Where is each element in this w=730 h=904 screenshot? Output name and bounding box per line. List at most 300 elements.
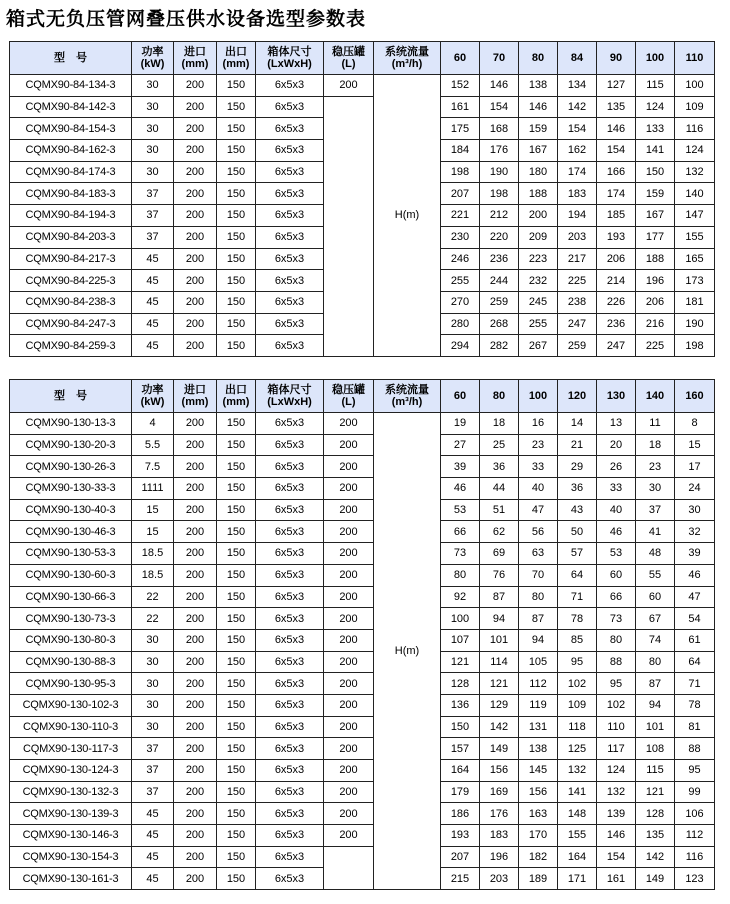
page-title: 箱式无负压管网叠压供水设备选型参数表 bbox=[6, 8, 367, 30]
tank-cell: 200 bbox=[324, 478, 374, 500]
head-value-cell: 236 bbox=[480, 248, 519, 270]
head-value-cell: 174 bbox=[597, 183, 636, 205]
head-value-cell: 95 bbox=[675, 760, 715, 782]
box-size-cell: 6x5x3 bbox=[256, 118, 324, 140]
head-value-cell: 16 bbox=[519, 413, 558, 435]
col-inlet-header: 进口 (mm) bbox=[174, 42, 217, 75]
inlet-cell: 200 bbox=[174, 781, 217, 803]
head-value-cell: 225 bbox=[558, 270, 597, 292]
head-value-cell: 174 bbox=[558, 161, 597, 183]
table-row bbox=[10, 456, 715, 478]
outlet-cell: 150 bbox=[217, 521, 256, 543]
head-value-cell: 99 bbox=[675, 781, 715, 803]
head-value-cell: 14 bbox=[558, 413, 597, 435]
power-cell: 15 bbox=[132, 499, 174, 521]
head-value-cell: 188 bbox=[636, 248, 675, 270]
tank-cell: 200 bbox=[324, 586, 374, 608]
head-value-cell: 280 bbox=[441, 313, 480, 335]
outlet-cell: 150 bbox=[217, 226, 256, 248]
head-value-cell: 179 bbox=[441, 781, 480, 803]
table-header-row bbox=[10, 42, 715, 75]
head-value-cell: 88 bbox=[597, 651, 636, 673]
outlet-cell: 150 bbox=[217, 413, 256, 435]
head-value-cell: 46 bbox=[441, 478, 480, 500]
head-value-cell: 267 bbox=[519, 335, 558, 357]
head-value-cell: 30 bbox=[636, 478, 675, 500]
inlet-cell: 200 bbox=[174, 629, 217, 651]
table-row bbox=[10, 75, 715, 97]
power-cell: 30 bbox=[132, 161, 174, 183]
table-row bbox=[10, 629, 715, 651]
flow-value-header: 60 bbox=[441, 380, 480, 413]
head-value-cell: 95 bbox=[597, 673, 636, 695]
head-value-cell: 112 bbox=[675, 825, 715, 847]
inlet-cell: 200 bbox=[174, 75, 217, 97]
box-size-cell: 6x5x3 bbox=[256, 608, 324, 630]
flow-value-header: 100 bbox=[519, 380, 558, 413]
model-cell: CQMX90-130-33-3 bbox=[10, 478, 132, 500]
head-value-cell: 154 bbox=[597, 846, 636, 868]
head-value-cell: 121 bbox=[480, 673, 519, 695]
head-value-cell: 108 bbox=[636, 738, 675, 760]
model-cell: CQMX90-130-110-3 bbox=[10, 716, 132, 738]
box-size-cell: 6x5x3 bbox=[256, 75, 324, 97]
outlet-cell: 150 bbox=[217, 335, 256, 357]
head-value-cell: 207 bbox=[441, 183, 480, 205]
head-value-cell: 43 bbox=[558, 499, 597, 521]
inlet-cell: 200 bbox=[174, 738, 217, 760]
head-value-cell: 41 bbox=[636, 521, 675, 543]
power-cell: 37 bbox=[132, 205, 174, 227]
outlet-cell: 150 bbox=[217, 586, 256, 608]
model-cell: CQMX90-84-154-3 bbox=[10, 118, 132, 140]
box-size-cell: 6x5x3 bbox=[256, 629, 324, 651]
power-cell: 37 bbox=[132, 781, 174, 803]
col-outlet-header: 出口 (mm) bbox=[217, 380, 256, 413]
box-size-cell: 6x5x3 bbox=[256, 868, 324, 890]
head-value-cell: 48 bbox=[636, 543, 675, 565]
head-value-cell: 294 bbox=[441, 335, 480, 357]
head-value-cell: 198 bbox=[675, 335, 715, 357]
box-size-cell: 6x5x3 bbox=[256, 825, 324, 847]
outlet-cell: 150 bbox=[217, 161, 256, 183]
head-value-cell: 13 bbox=[597, 413, 636, 435]
spec-table-2-body bbox=[10, 413, 715, 890]
box-size-cell: 6x5x3 bbox=[256, 205, 324, 227]
head-value-cell: 60 bbox=[597, 564, 636, 586]
head-value-cell: 61 bbox=[675, 629, 715, 651]
head-value-cell: 214 bbox=[597, 270, 636, 292]
head-value-cell: 24 bbox=[675, 478, 715, 500]
model-cell: CQMX90-130-117-3 bbox=[10, 738, 132, 760]
power-cell: 45 bbox=[132, 270, 174, 292]
head-value-cell: 53 bbox=[441, 499, 480, 521]
head-value-cell: 161 bbox=[441, 96, 480, 118]
flow-value-header: 120 bbox=[558, 380, 597, 413]
outlet-cell: 150 bbox=[217, 868, 256, 890]
box-size-cell: 6x5x3 bbox=[256, 521, 324, 543]
outlet-cell: 150 bbox=[217, 183, 256, 205]
table-row bbox=[10, 96, 715, 118]
outlet-cell: 150 bbox=[217, 291, 256, 313]
flow-value-header: 90 bbox=[597, 42, 636, 75]
head-value-cell: 124 bbox=[636, 96, 675, 118]
head-value-cell: 230 bbox=[441, 226, 480, 248]
head-value-cell: 161 bbox=[597, 868, 636, 890]
head-value-cell: 146 bbox=[597, 118, 636, 140]
table-row bbox=[10, 521, 715, 543]
head-value-cell: 29 bbox=[558, 456, 597, 478]
model-cell: CQMX90-84-194-3 bbox=[10, 205, 132, 227]
head-value-cell: 78 bbox=[675, 694, 715, 716]
outlet-cell: 150 bbox=[217, 75, 256, 97]
head-value-cell: 244 bbox=[480, 270, 519, 292]
inlet-cell: 200 bbox=[174, 183, 217, 205]
head-value-cell: 95 bbox=[558, 651, 597, 673]
head-value-cell: 26 bbox=[597, 456, 636, 478]
head-value-cell: 175 bbox=[441, 118, 480, 140]
head-value-cell: 225 bbox=[636, 335, 675, 357]
inlet-cell: 200 bbox=[174, 205, 217, 227]
table-row bbox=[10, 803, 715, 825]
head-value-cell: 171 bbox=[558, 868, 597, 890]
box-size-cell: 6x5x3 bbox=[256, 716, 324, 738]
tank-empty-merged-cell bbox=[324, 96, 374, 356]
box-size-cell: 6x5x3 bbox=[256, 694, 324, 716]
head-value-cell: 19 bbox=[441, 413, 480, 435]
head-value-cell: 8 bbox=[675, 413, 715, 435]
box-size-cell: 6x5x3 bbox=[256, 248, 324, 270]
inlet-cell: 200 bbox=[174, 868, 217, 890]
head-value-cell: 268 bbox=[480, 313, 519, 335]
power-cell: 1111 bbox=[132, 478, 174, 500]
head-value-cell: 140 bbox=[675, 183, 715, 205]
head-value-cell: 159 bbox=[519, 118, 558, 140]
box-size-cell: 6x5x3 bbox=[256, 478, 324, 500]
outlet-cell: 150 bbox=[217, 673, 256, 695]
outlet-cell: 150 bbox=[217, 96, 256, 118]
tank-cell: 200 bbox=[324, 608, 374, 630]
box-size-cell: 6x5x3 bbox=[256, 434, 324, 456]
spec-table-2 bbox=[9, 379, 715, 890]
inlet-cell: 200 bbox=[174, 499, 217, 521]
head-value-cell: 167 bbox=[519, 140, 558, 162]
power-cell: 30 bbox=[132, 629, 174, 651]
table-row bbox=[10, 564, 715, 586]
head-value-cell: 62 bbox=[480, 521, 519, 543]
head-value-cell: 147 bbox=[675, 205, 715, 227]
head-value-cell: 142 bbox=[480, 716, 519, 738]
head-value-cell: 88 bbox=[675, 738, 715, 760]
power-cell: 15 bbox=[132, 521, 174, 543]
head-value-cell: 115 bbox=[636, 760, 675, 782]
head-value-cell: 44 bbox=[480, 478, 519, 500]
table-row bbox=[10, 478, 715, 500]
head-value-cell: 217 bbox=[558, 248, 597, 270]
head-value-cell: 87 bbox=[636, 673, 675, 695]
box-size-cell: 6x5x3 bbox=[256, 140, 324, 162]
inlet-cell: 200 bbox=[174, 825, 217, 847]
head-value-cell: 100 bbox=[441, 608, 480, 630]
head-value-cell: 169 bbox=[480, 781, 519, 803]
outlet-cell: 150 bbox=[217, 846, 256, 868]
head-value-cell: 162 bbox=[558, 140, 597, 162]
model-cell: CQMX90-84-183-3 bbox=[10, 183, 132, 205]
head-value-cell: 125 bbox=[558, 738, 597, 760]
box-size-cell: 6x5x3 bbox=[256, 738, 324, 760]
head-value-cell: 116 bbox=[675, 118, 715, 140]
head-value-cell: 64 bbox=[675, 651, 715, 673]
inlet-cell: 200 bbox=[174, 434, 217, 456]
tank-cell: 200 bbox=[324, 499, 374, 521]
power-cell: 22 bbox=[132, 586, 174, 608]
box-size-cell: 6x5x3 bbox=[256, 673, 324, 695]
head-value-cell: 138 bbox=[519, 738, 558, 760]
box-size-cell: 6x5x3 bbox=[256, 270, 324, 292]
head-value-cell: 141 bbox=[558, 781, 597, 803]
outlet-cell: 150 bbox=[217, 738, 256, 760]
power-cell: 45 bbox=[132, 291, 174, 313]
head-value-cell: 80 bbox=[519, 586, 558, 608]
head-value-cell: 110 bbox=[597, 716, 636, 738]
table-header-row bbox=[10, 380, 715, 413]
head-value-cell: 21 bbox=[558, 434, 597, 456]
col-model-header: 型 号 bbox=[10, 380, 132, 413]
inlet-cell: 200 bbox=[174, 673, 217, 695]
tank-cell: 200 bbox=[324, 651, 374, 673]
box-size-cell: 6x5x3 bbox=[256, 586, 324, 608]
power-cell: 45 bbox=[132, 313, 174, 335]
head-value-cell: 259 bbox=[558, 335, 597, 357]
tank-empty-merged-cell bbox=[324, 846, 374, 889]
col-model-header: 型 号 bbox=[10, 42, 132, 75]
head-value-cell: 40 bbox=[519, 478, 558, 500]
inlet-cell: 200 bbox=[174, 564, 217, 586]
head-value-cell: 170 bbox=[519, 825, 558, 847]
head-value-cell: 176 bbox=[480, 140, 519, 162]
power-cell: 45 bbox=[132, 868, 174, 890]
head-value-cell: 181 bbox=[675, 291, 715, 313]
head-value-cell: 145 bbox=[519, 760, 558, 782]
head-value-cell: 183 bbox=[480, 825, 519, 847]
head-value-cell: 173 bbox=[675, 270, 715, 292]
head-value-cell: 11 bbox=[636, 413, 675, 435]
inlet-cell: 200 bbox=[174, 140, 217, 162]
box-size-cell: 6x5x3 bbox=[256, 183, 324, 205]
head-value-cell: 196 bbox=[636, 270, 675, 292]
head-value-cell: 139 bbox=[597, 803, 636, 825]
head-value-cell: 133 bbox=[636, 118, 675, 140]
col-flow-header: 系统流量 (m³/h) bbox=[374, 42, 441, 75]
tank-cell: 200 bbox=[324, 825, 374, 847]
head-value-cell: 200 bbox=[519, 205, 558, 227]
head-value-cell: 47 bbox=[519, 499, 558, 521]
inlet-cell: 200 bbox=[174, 521, 217, 543]
head-value-cell: 105 bbox=[519, 651, 558, 673]
head-value-cell: 76 bbox=[480, 564, 519, 586]
head-value-cell: 138 bbox=[519, 75, 558, 97]
head-value-cell: 74 bbox=[636, 629, 675, 651]
power-cell: 7.5 bbox=[132, 456, 174, 478]
power-cell: 45 bbox=[132, 846, 174, 868]
head-value-cell: 23 bbox=[636, 456, 675, 478]
inlet-cell: 200 bbox=[174, 313, 217, 335]
head-value-cell: 47 bbox=[675, 586, 715, 608]
head-value-cell: 64 bbox=[558, 564, 597, 586]
model-cell: CQMX90-130-13-3 bbox=[10, 413, 132, 435]
head-value-cell: 123 bbox=[675, 868, 715, 890]
outlet-cell: 150 bbox=[217, 313, 256, 335]
head-value-cell: 246 bbox=[441, 248, 480, 270]
power-cell: 18.5 bbox=[132, 543, 174, 565]
head-value-cell: 155 bbox=[675, 226, 715, 248]
head-value-cell: 212 bbox=[480, 205, 519, 227]
table-row bbox=[10, 846, 715, 868]
head-value-cell: 221 bbox=[441, 205, 480, 227]
flow-value-header: 130 bbox=[597, 380, 636, 413]
inlet-cell: 200 bbox=[174, 226, 217, 248]
outlet-cell: 150 bbox=[217, 760, 256, 782]
table-row bbox=[10, 716, 715, 738]
outlet-cell: 150 bbox=[217, 651, 256, 673]
head-value-cell: 119 bbox=[519, 694, 558, 716]
head-value-cell: 94 bbox=[519, 629, 558, 651]
head-value-cell: 134 bbox=[558, 75, 597, 97]
head-value-cell: 165 bbox=[675, 248, 715, 270]
inlet-cell: 200 bbox=[174, 846, 217, 868]
outlet-cell: 150 bbox=[217, 629, 256, 651]
outlet-cell: 150 bbox=[217, 205, 256, 227]
head-value-cell: 141 bbox=[636, 140, 675, 162]
head-value-cell: 132 bbox=[558, 760, 597, 782]
head-value-cell: 81 bbox=[675, 716, 715, 738]
outlet-cell: 150 bbox=[217, 781, 256, 803]
model-cell: CQMX90-130-132-3 bbox=[10, 781, 132, 803]
head-value-cell: 39 bbox=[675, 543, 715, 565]
head-value-cell: 176 bbox=[480, 803, 519, 825]
power-cell: 45 bbox=[132, 803, 174, 825]
head-value-cell: 142 bbox=[636, 846, 675, 868]
model-cell: CQMX90-84-238-3 bbox=[10, 291, 132, 313]
head-value-cell: 102 bbox=[597, 694, 636, 716]
head-value-cell: 36 bbox=[480, 456, 519, 478]
head-value-cell: 183 bbox=[558, 183, 597, 205]
flow-value-header: 160 bbox=[675, 380, 715, 413]
power-cell: 45 bbox=[132, 825, 174, 847]
col-box-size-header: 箱体尺寸 (LxWxH) bbox=[256, 42, 324, 75]
head-value-cell: 180 bbox=[519, 161, 558, 183]
table-row bbox=[10, 586, 715, 608]
head-value-cell: 188 bbox=[519, 183, 558, 205]
tank-cell: 200 bbox=[324, 760, 374, 782]
outlet-cell: 150 bbox=[217, 543, 256, 565]
head-value-cell: 127 bbox=[597, 75, 636, 97]
head-value-cell: 198 bbox=[441, 161, 480, 183]
head-value-cell: 196 bbox=[480, 846, 519, 868]
power-cell: 30 bbox=[132, 651, 174, 673]
tank-cell: 200 bbox=[324, 803, 374, 825]
head-value-cell: 150 bbox=[441, 716, 480, 738]
power-cell: 30 bbox=[132, 118, 174, 140]
tank-cell: 200 bbox=[324, 434, 374, 456]
table-row bbox=[10, 694, 715, 716]
head-value-cell: 168 bbox=[480, 118, 519, 140]
box-size-cell: 6x5x3 bbox=[256, 846, 324, 868]
model-cell: CQMX90-130-139-3 bbox=[10, 803, 132, 825]
head-value-cell: 223 bbox=[519, 248, 558, 270]
head-value-cell: 232 bbox=[519, 270, 558, 292]
head-value-cell: 101 bbox=[636, 716, 675, 738]
head-value-cell: 167 bbox=[636, 205, 675, 227]
head-value-cell: 164 bbox=[441, 760, 480, 782]
head-value-cell: 193 bbox=[441, 825, 480, 847]
model-cell: CQMX90-130-53-3 bbox=[10, 543, 132, 565]
outlet-cell: 150 bbox=[217, 140, 256, 162]
head-value-cell: 236 bbox=[597, 313, 636, 335]
head-value-cell: 255 bbox=[519, 313, 558, 335]
inlet-cell: 200 bbox=[174, 248, 217, 270]
table-row bbox=[10, 825, 715, 847]
box-size-cell: 6x5x3 bbox=[256, 651, 324, 673]
inlet-cell: 200 bbox=[174, 161, 217, 183]
head-value-cell: 39 bbox=[441, 456, 480, 478]
inlet-cell: 200 bbox=[174, 118, 217, 140]
head-value-cell: 124 bbox=[675, 140, 715, 162]
outlet-cell: 150 bbox=[217, 434, 256, 456]
head-value-cell: 282 bbox=[480, 335, 519, 357]
outlet-cell: 150 bbox=[217, 803, 256, 825]
head-value-cell: 57 bbox=[558, 543, 597, 565]
head-value-cell: 245 bbox=[519, 291, 558, 313]
head-value-cell: 80 bbox=[441, 564, 480, 586]
head-value-cell: 129 bbox=[480, 694, 519, 716]
model-cell: CQMX90-84-134-3 bbox=[10, 75, 132, 97]
head-value-cell: 186 bbox=[441, 803, 480, 825]
power-cell: 30 bbox=[132, 716, 174, 738]
head-value-cell: 71 bbox=[558, 586, 597, 608]
head-value-cell: 106 bbox=[675, 803, 715, 825]
head-label-cell: H(m) bbox=[374, 413, 441, 890]
model-cell: CQMX90-130-26-3 bbox=[10, 456, 132, 478]
head-value-cell: 154 bbox=[597, 140, 636, 162]
model-cell: CQMX90-130-154-3 bbox=[10, 846, 132, 868]
inlet-cell: 200 bbox=[174, 478, 217, 500]
box-size-cell: 6x5x3 bbox=[256, 543, 324, 565]
head-value-cell: 109 bbox=[675, 96, 715, 118]
head-value-cell: 226 bbox=[597, 291, 636, 313]
head-value-cell: 101 bbox=[480, 629, 519, 651]
head-value-cell: 132 bbox=[675, 161, 715, 183]
table-row bbox=[10, 781, 715, 803]
power-cell: 37 bbox=[132, 183, 174, 205]
head-value-cell: 23 bbox=[519, 434, 558, 456]
power-cell: 37 bbox=[132, 226, 174, 248]
head-value-cell: 216 bbox=[636, 313, 675, 335]
head-value-cell: 146 bbox=[480, 75, 519, 97]
head-value-cell: 270 bbox=[441, 291, 480, 313]
inlet-cell: 200 bbox=[174, 335, 217, 357]
tank-cell: 200 bbox=[324, 75, 374, 97]
head-value-cell: 166 bbox=[597, 161, 636, 183]
box-size-cell: 6x5x3 bbox=[256, 291, 324, 313]
flow-value-header: 60 bbox=[441, 42, 480, 75]
head-value-cell: 135 bbox=[597, 96, 636, 118]
box-size-cell: 6x5x3 bbox=[256, 335, 324, 357]
model-cell: CQMX90-84-203-3 bbox=[10, 226, 132, 248]
outlet-cell: 150 bbox=[217, 608, 256, 630]
head-value-cell: 18 bbox=[636, 434, 675, 456]
head-value-cell: 46 bbox=[597, 521, 636, 543]
